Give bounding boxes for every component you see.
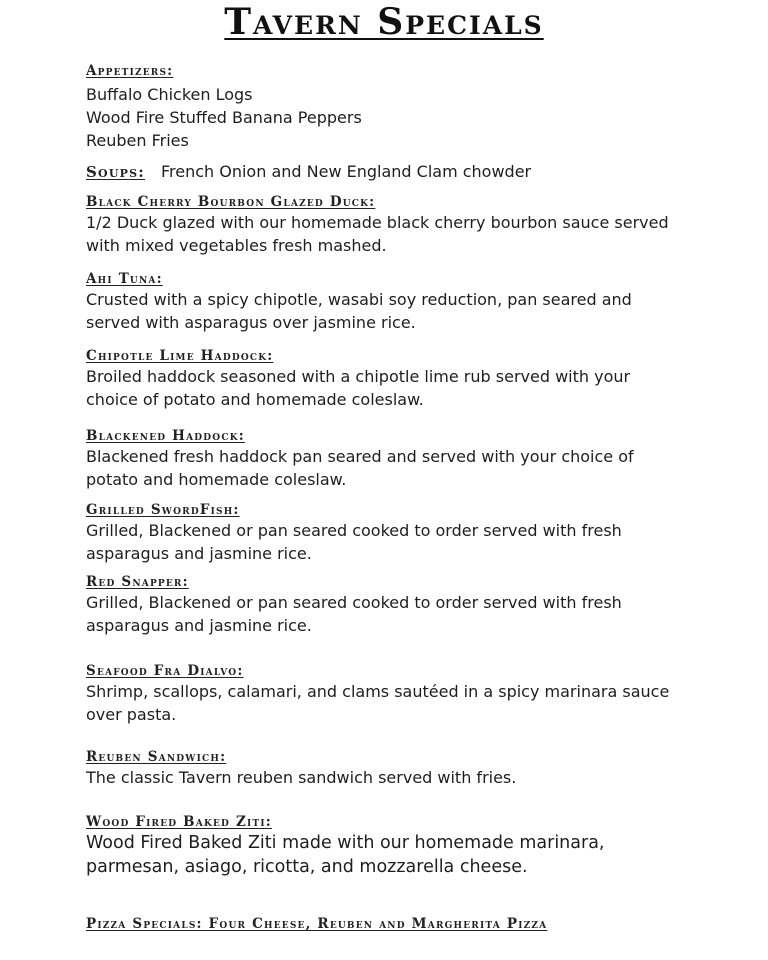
special-description	[86, 680, 746, 726]
special-section-chipotle-lime-haddock	[86, 347, 746, 411]
pizza-specials-section	[86, 915, 746, 933]
description-line: asparagus and jasmine rice.	[86, 616, 312, 635]
special-heading: Blackened Haddock:	[86, 428, 245, 444]
appetizers-heading: Appetizers:	[86, 63, 174, 79]
pizza-specials-heading: Pizza Specials: Four Cheese, Reuben and Margherita Pizza	[86, 916, 548, 932]
soups-text: French Onion and New England Clam chowder	[160, 162, 532, 181]
special-description	[86, 519, 746, 565]
description-line: with mixed vegetables fresh mashed.	[86, 236, 387, 255]
special-description	[86, 591, 746, 637]
description-line: Grilled, Blackened or pan seared cooked to order served with fresh	[86, 593, 622, 612]
special-section-baked-ziti	[86, 813, 746, 879]
special-heading: Wood Fired Baked Ziti:	[86, 814, 272, 830]
special-heading: Grilled SwordFish:	[86, 502, 240, 518]
special-section-grilled-swordfish	[86, 501, 746, 565]
description-line: Grilled, Blackened or pan seared cooked to order served with fresh	[86, 521, 622, 540]
description-line: served with asparagus over jasmine rice.	[86, 313, 416, 332]
description-line: Wood Fired Baked Ziti made with our homemade marinara,	[86, 833, 605, 853]
soups-section	[86, 160, 746, 183]
appetizer-item: Reuben Fries	[86, 131, 189, 150]
description-line: over pasta.	[86, 705, 177, 724]
description-line: potato and homemade coleslaw.	[86, 470, 347, 489]
appetizer-item: Buffalo Chicken Logs	[86, 85, 253, 104]
page-title	[0, 2, 768, 42]
special-description	[86, 766, 746, 789]
special-section-duck	[86, 193, 746, 257]
description-line: The classic Tavern reuben sandwich served with fries.	[86, 768, 517, 787]
description-line: Broiled haddock seasoned with a chipotle lime rub served with your	[86, 367, 631, 386]
special-heading: Reuben Sandwich:	[86, 749, 227, 765]
description-line: asparagus and jasmine rice.	[86, 544, 312, 563]
special-section-blackened-haddock	[86, 427, 746, 491]
special-heading: Chipotle Lime Haddock:	[86, 348, 274, 364]
special-description	[86, 288, 746, 334]
appetizers-section	[86, 62, 746, 152]
description-line: choice of potato and homemade coleslaw.	[86, 390, 424, 409]
description-line: Crusted with a spicy chipotle, wasabi soy reduction, pan seared and	[86, 290, 632, 309]
special-heading: Ahi Tuna:	[86, 271, 163, 287]
special-section-reuben-sandwich	[86, 748, 746, 789]
description-line: 1/2 Duck glazed with our homemade black cherry bourbon sauce served	[86, 213, 669, 232]
page-title-text: Tavern Specials	[224, 1, 544, 43]
description-line: Blackened fresh haddock pan seared and served with your choice of	[86, 447, 634, 466]
special-heading: Red Snapper:	[86, 574, 189, 590]
special-description	[86, 211, 746, 257]
description-line: Shrimp, scallops, calamari, and clams sautéed in a spicy marinara sauce	[86, 682, 670, 701]
special-description	[86, 445, 746, 491]
appetizer-item: Wood Fire Stuffed Banana Peppers	[86, 108, 362, 127]
appetizers-list	[86, 83, 746, 152]
special-section-ahi-tuna	[86, 270, 746, 334]
special-section-seafood-fra-dialvo	[86, 662, 746, 726]
description-line: parmesan, asiago, ricotta, and mozzarella cheese.	[86, 857, 528, 877]
special-heading: Black Cherry Bourbon Glazed Duck:	[86, 194, 376, 210]
special-description	[86, 365, 746, 411]
special-section-red-snapper	[86, 573, 746, 637]
soups-heading: Soups:	[86, 163, 145, 181]
special-heading: Seafood Fra Dialvo:	[86, 663, 244, 679]
special-description	[86, 831, 746, 879]
